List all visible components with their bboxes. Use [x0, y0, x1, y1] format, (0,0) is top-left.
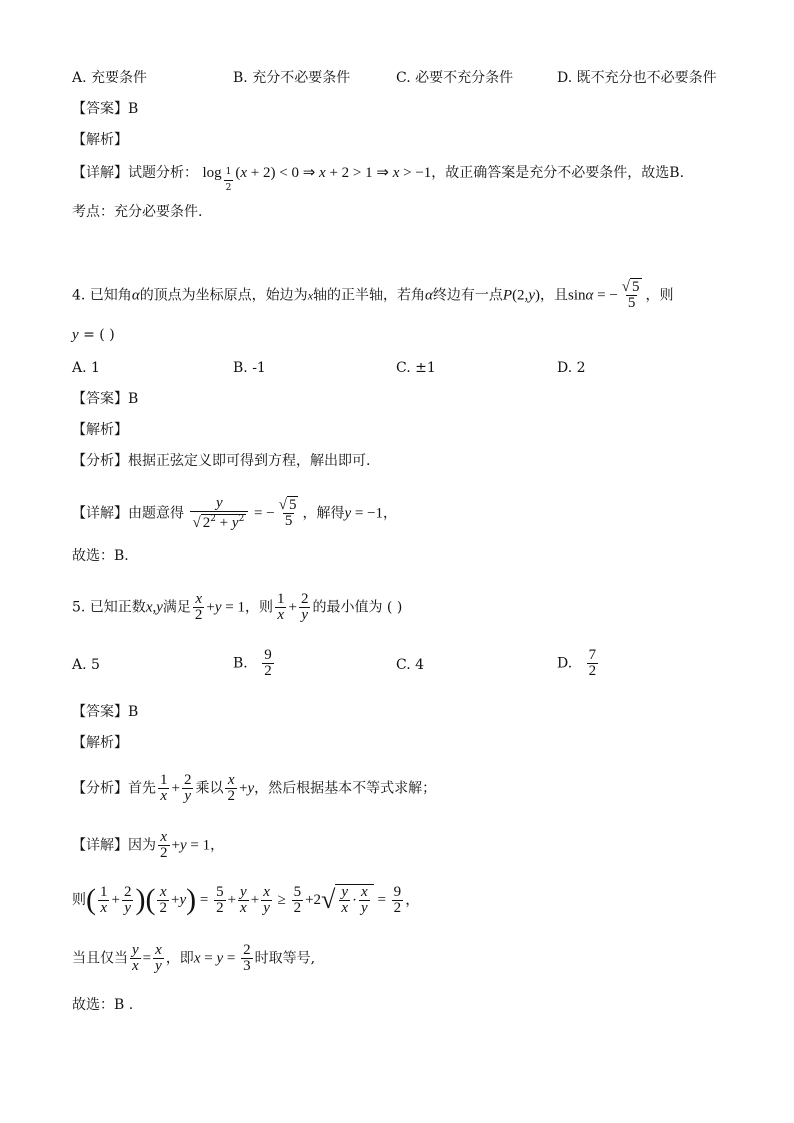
alpha-symbol: α	[131, 287, 140, 304]
q5-option-a: A. 5	[72, 657, 100, 673]
q5-option-c: C. 4	[396, 657, 425, 673]
detail-prefix: 试题分析：	[128, 165, 198, 181]
fenxi-text: ，然后根据基本不等式求解；	[254, 780, 437, 797]
stem-text: 满足	[162, 599, 191, 616]
q5-conclusion: 故选：B .	[72, 997, 134, 1013]
answer-label: 【答案】	[72, 391, 128, 407]
detail-text: ，解得	[302, 505, 345, 522]
q3-kaodian: 考点：充分必要条件.	[72, 204, 203, 220]
ze-text: 则	[72, 892, 86, 908]
detail-label: 【详解】	[72, 837, 128, 854]
answer-value: B	[128, 101, 139, 117]
q3-option-d: D. 既不充分也不必要条件	[557, 70, 717, 86]
q4-conclusion: 故选：B.	[72, 548, 129, 564]
alpha-symbol: α	[425, 287, 433, 304]
q5-fenxi: 【分析】首先 $\frac{1}{x}$ + $\frac{2}{y}$ 乘以 $\frac{x}{2}$ +y，然后根据基本不等式求解；	[72, 772, 437, 804]
condition-text: 时取等号,	[254, 950, 316, 967]
detail-text: ，	[210, 837, 225, 854]
stem-text: = ( )	[83, 327, 115, 343]
stem-text: ，则	[645, 287, 674, 304]
stem-text: ，且	[539, 287, 568, 304]
fenxi-label: 【分析】	[72, 453, 128, 469]
q4-stem-line2: y = ( )	[72, 327, 115, 343]
stem-text: 4. 已知角	[72, 287, 132, 304]
q5-answer	[72, 702, 138, 722]
detail-label: 【详解】	[72, 505, 128, 522]
stem-text: ，则	[245, 599, 274, 616]
stem-text: 的顶点为坐标原点，始边为	[139, 287, 308, 304]
stem-text: 轴的正半轴，若角	[313, 287, 426, 304]
q3-detail	[72, 163, 684, 196]
q4-option-a: A. 1	[72, 360, 100, 376]
q5-option-d: D. $\frac{7}{2}$	[557, 647, 597, 679]
q5-option-b: B. $\frac{9}{2}$	[233, 647, 272, 679]
detail-text: 因为	[128, 837, 156, 854]
q4-fenxi	[72, 451, 370, 471]
fenxi-label: 【分析】	[72, 780, 128, 797]
sine-fraction: $\frac{y}{√ 2^2 + y^2}$	[190, 496, 248, 531]
q3-analysis-label: 【解析】	[72, 132, 128, 148]
x-symbol: x	[307, 288, 314, 303]
condition-text: ，即	[165, 950, 194, 967]
stem-text: 的最小值为 ( )	[312, 599, 403, 616]
fenxi-text: 乘以	[195, 780, 224, 797]
condition-text: 当且仅当	[72, 950, 128, 967]
q4-option-c: C. ±1	[396, 360, 436, 376]
detail-suffix: ，故正确答案是充分不必要条件，故选B.	[431, 165, 685, 181]
detail-label: 【详解】	[72, 165, 128, 181]
answer-value: B	[128, 391, 139, 407]
sin-formula: sin	[567, 287, 586, 304]
point-p: P	[502, 287, 513, 304]
fenxi-text: 首先	[128, 780, 156, 797]
option-label: B.	[233, 655, 248, 672]
q5-stem: 5. 已知正数x,y满足 $\frac{x}{2}$ +y = 1，则 $\frac{1}{x}$ + $\frac{2}{y}$ 的最小值为 ( )	[72, 591, 403, 623]
q3-option-a: A. 充要条件	[72, 70, 148, 86]
q4-option-d: D. 2	[557, 360, 586, 376]
detail-text: 由题意得	[128, 505, 184, 522]
q3-option-c: C. 必要不充分条件	[396, 70, 514, 86]
answer-value: B	[128, 704, 139, 720]
q4-stem: 4. 已知角α的顶点为坐标原点，始边为x轴的正半轴，若角α终边有一点P(2,y)，且sinα = − $\frac{√ 5}{5}$ ，则	[72, 279, 674, 311]
q5-inequality-derivation: 则( $\frac{1}{x}$ + $\frac{2}{y}$ )( $\frac{x}{2}$ +y) = $\frac{5}{2}$ + $\frac{y}{x}$ + $\frac{x}{y}$ ≥ $\frac{5}{2}$ +2√ $\frac{y}{x}$ · $\frac{x}{y}$ = $\frac{9}{2}$ ，	[72, 883, 421, 916]
q5-detail: 【详解】因为 $\frac{x}{2}$ +y = 1，	[72, 829, 225, 861]
stem-text: 5. 已知正数	[72, 599, 146, 616]
answer-label: 【答案】	[72, 704, 128, 720]
q5-equality-condition: 当且仅当 $\frac{y}{x}$ = $\frac{x}{y}$ ，即x = y = $\frac{2}{3}$ 时取等号,	[72, 942, 316, 974]
stem-text: 终边有一点	[432, 287, 503, 304]
answer-label: 【答案】	[72, 101, 128, 117]
log-inequality: log $_{\frac{1}{2}}$ (x + 2) < 0 ⇒ x + 2 > 1 ⇒ x > −1	[202, 165, 431, 181]
q4-analysis-label: 【解析】	[72, 422, 128, 438]
fenxi-text: 根据正弦定义即可得到方程，解出即可.	[128, 453, 371, 469]
q4-option-b: B. -1	[233, 360, 266, 376]
q3-answer	[72, 99, 138, 119]
q3-option-b: B. 充分不必要条件	[233, 70, 351, 86]
q5-analysis-label: 【解析】	[72, 735, 128, 751]
q4-answer	[72, 389, 138, 409]
detail-text: ，	[383, 505, 398, 522]
option-label: D.	[557, 655, 573, 672]
q4-detail: 【详解】由题意得 $\frac{y}{√ 2^2 + y^2}$ = − $\frac{√ 5}{5}$ ，解得y = −1，	[72, 495, 398, 531]
